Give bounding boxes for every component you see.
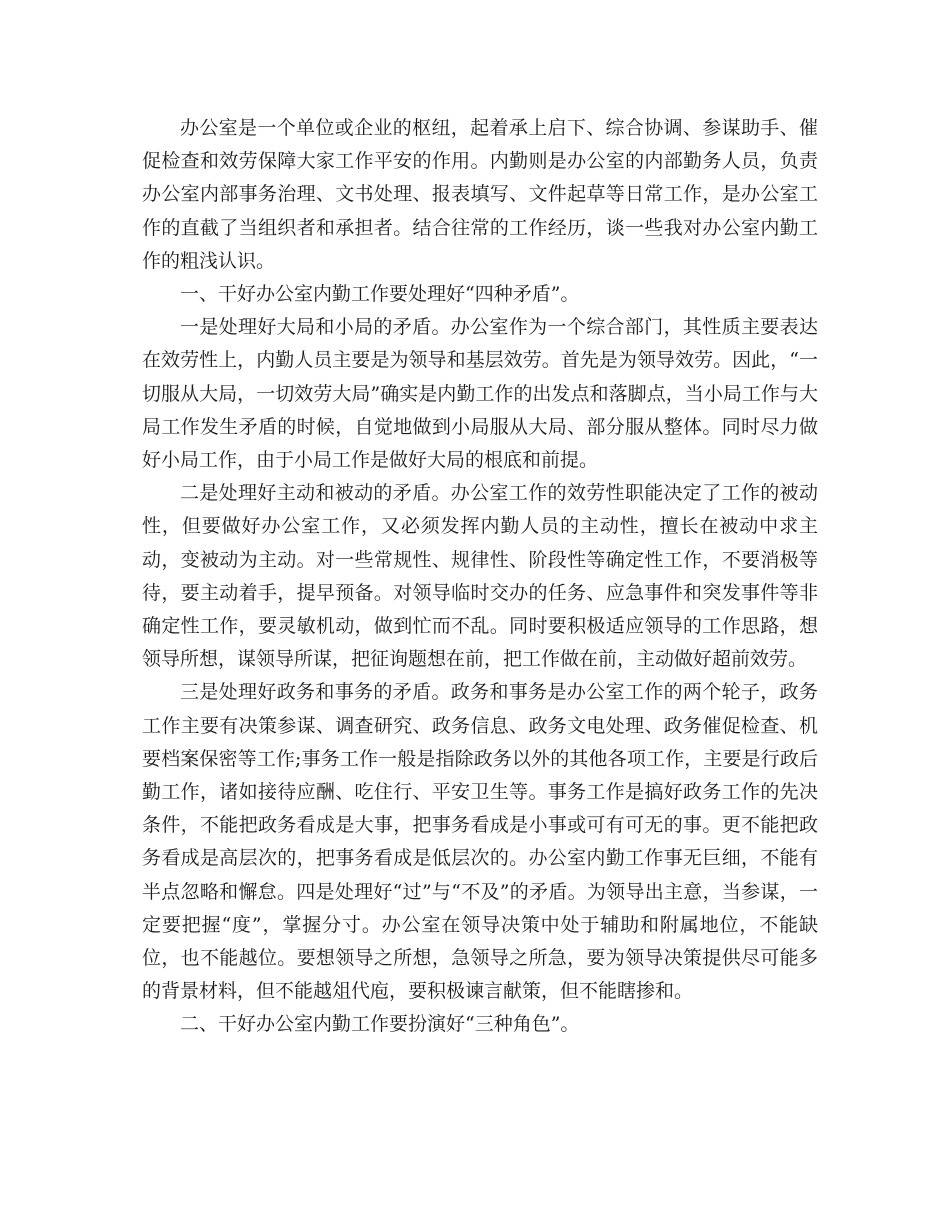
- paragraph-big-small-picture: 一是处理好大局和小局的矛盾。办公室作为一个综合部门，其性质主要表达在效劳性上，内勤人员主要是为领导和基层效劳。首先是为领导效劳。因此，“一切服从大局，一切效劳大局”确实是内勤工作的出发点和落脚点，当小局工作与大局工作发生矛盾的时候，自觉地做到小局服从大局、部分服从整体。同时尽力做好小局工作，由于小局工作是做好大局的根底和前提。: [142, 316, 818, 472]
- heading-three-roles: 二、干好办公室内勤工作要扮演好“三种角色”。: [180, 1013, 580, 1036]
- paragraph-intro: 办公室是一个单位或企业的枢纽，起着承上启下、综合协调、参谋助手、催促检查和效劳保障大家工作平安的作用。内勤则是办公室的内部勤务人员，负责办公室内部事务治理、文书处理、报表填写、文件起草等日常工作，是办公室工作的直截了当组织者和承担者。结合往常的工作经历，谈一些我对办公室内勤工作的粗浅认识。: [142, 117, 818, 272]
- paragraph-active-passive: 二是处理好主动和被动的矛盾。办公室工作的效劳性职能决定了工作的被动性，但要做好办公室工作，又必须发挥内勤人员的主动性，擅长在被动中求主动，变被动为主动。对一些常规性、规律性、阶段性等确定性工作，不要消极等待，要主动着手，提早预备。对领导临时交办的任务、应急事件和突发事件等非确定性工作，要灵敏机动，做到忙而不乱。同时要积极适应领导的工作思路，想领导所想，谋领导所谋，把征询题想在前，把工作做在前，主动做好超前效劳。: [142, 482, 818, 671]
- heading-four-contradictions: 一、干好办公室内勤工作要处理好“四种矛盾”。: [180, 283, 580, 306]
- paragraph-government-affairs: 三是处理好政务和事务的矛盾。政务和事务是办公室工作的两个轮子，政务工作主要有决策参谋、调查研究、政务信息、政务文电处理、政务催促检查、机要档案保密等工作;事务工作一般是指除政务以外的其他各项工作，主要是行政后勤工作，诸如接待应酬、吃住行、平安卫生等。事务工作是搞好政务工作的先决条件，不能把政务看成是大事，把事务看成是小事或可有可无的事。更不能把政务看成是高层次的，把事务看成是低层次的。办公室内勤工作事无巨细，不能有半点忽略和懈怠。四是处理好“过”与“不及”的矛盾。为领导出主意，当参谋，一定要把握“度”，掌握分寸。办公室在领导决策中处于辅助和附属地位，不能缺位，也不能越位。要想领导之所想，急领导之所急，要为领导决策提供尽可能多的背景材料，但不能越俎代庖，要积极谏言献策，但不能瞎掺和。: [142, 681, 818, 1003]
